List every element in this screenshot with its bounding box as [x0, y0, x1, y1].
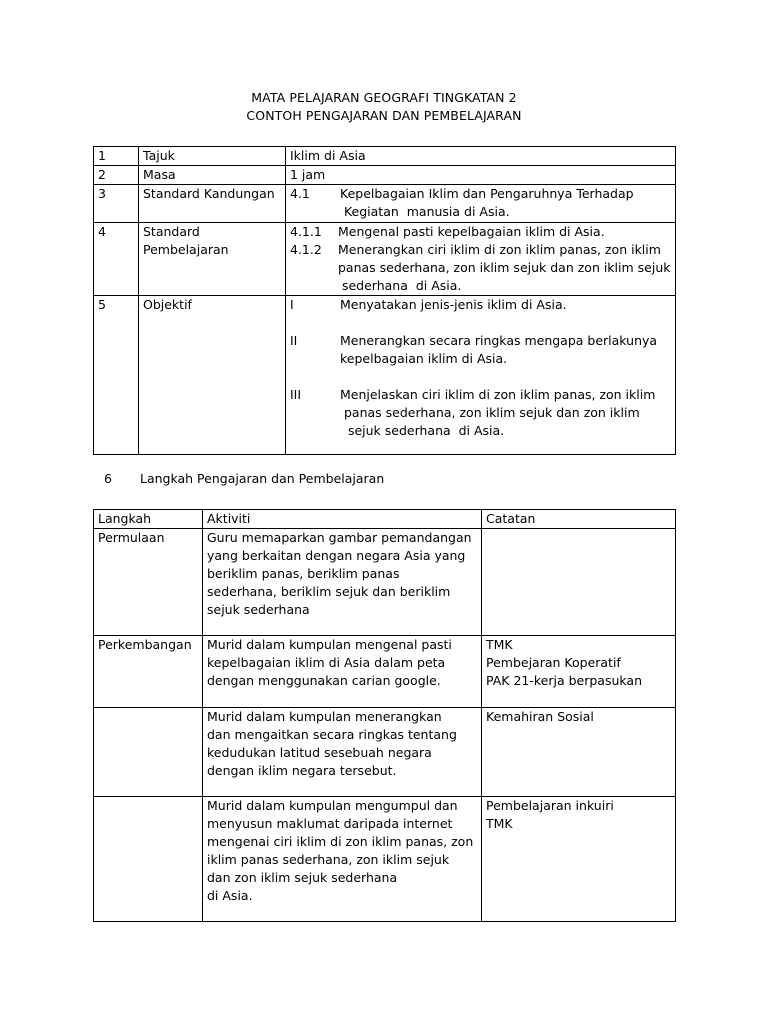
catatan-cell: [482, 708, 676, 797]
catatan-cell: [482, 636, 676, 708]
item-number: II: [290, 333, 298, 348]
item-line: kepelbagaian iklim di Asia.: [340, 351, 508, 366]
aktiviti-cell: [203, 636, 482, 708]
cell-line: kedudukan latitud sesebuah negara: [207, 745, 432, 760]
item-line: Menerangkan ciri iklim di zon iklim panas, zon iklim: [338, 242, 661, 257]
column-header: Aktiviti: [203, 510, 482, 529]
info-row-label: Objektif: [139, 296, 286, 455]
label-line: Pembelajaran: [143, 242, 229, 257]
numbered-item: [290, 386, 671, 440]
info-row-label: [139, 223, 286, 296]
catatan-cell: [482, 797, 676, 922]
numbered-item: [290, 332, 671, 368]
item-line: Menjelaskan ciri iklim di zon iklim panas, zon iklim: [340, 387, 656, 402]
cell-line: dengan iklim negara tersebut.: [207, 763, 397, 778]
cell-line: kepelbagaian iklim di Asia dalam peta: [207, 655, 446, 670]
info-row-value: Iklim di Asia: [286, 147, 676, 166]
info-row-value: 1 jam: [286, 166, 676, 185]
cell-line: dan zon iklim sejuk sederhana: [207, 870, 398, 885]
item-line: panas sederhana, zon iklim sejuk dan zon iklim: [340, 405, 640, 420]
cell-line: beriklim panas, beriklim panas: [207, 566, 400, 581]
cell-line: Kemahiran Sosial: [486, 709, 594, 724]
item-text: [340, 332, 671, 368]
cell-line: sederhana, beriklim sejuk dan beriklim: [207, 584, 451, 599]
aktiviti-cell: [203, 797, 482, 922]
info-row-value: [286, 185, 676, 223]
langkah-cell: [94, 797, 203, 922]
cell-line: PAK 21-kerja berpasukan: [486, 673, 642, 688]
info-row-objektif: [94, 296, 676, 455]
item-text: [340, 185, 671, 221]
cell-line: iklim panas sederhana, zon iklim sejuk: [207, 852, 450, 867]
numbered-item: [290, 185, 671, 221]
label-line: Standard: [143, 224, 200, 239]
cell-line: TMK: [486, 816, 513, 831]
cell-line: dan mengaitkan secara ringkas tentang: [207, 727, 457, 742]
info-row-number: 5: [94, 296, 139, 455]
cell-line: Guru memaparkan gambar pemandangan: [207, 530, 472, 545]
item-line: sejuk sederhana di Asia.: [340, 423, 505, 438]
cell-line: yang berkaitan dengan negara Asia yang: [207, 548, 466, 563]
item-text: Menyatakan jenis-jenis iklim di Asia.: [340, 297, 567, 312]
info-row-label: Tajuk: [139, 147, 286, 166]
document-title: MATA PELAJARAN GEOGRAFI TINGKATAN 2: [251, 90, 517, 105]
numbered-item: [290, 241, 671, 295]
section-heading: [104, 471, 384, 486]
info-row-number: 1: [94, 147, 139, 166]
steps-header-row: [94, 510, 676, 529]
numbered-item: [290, 296, 671, 314]
info-row-masa: [94, 166, 676, 185]
table-row: [94, 636, 676, 708]
item-line: Menerangkan secara ringkas mengapa berlakunya: [340, 333, 658, 348]
item-number: I: [290, 297, 294, 312]
table-row: [94, 529, 676, 636]
item-line: sederhana di Asia.: [338, 278, 462, 293]
info-row-value: [286, 296, 676, 455]
cell-line: Murid dalam kumpulan menerangkan: [207, 709, 442, 724]
column-header: Catatan: [482, 510, 676, 529]
info-row-label: Standard Kandungan: [139, 185, 286, 223]
table-row: [94, 708, 676, 797]
cell-line: Pembejaran Koperatif: [486, 655, 621, 670]
aktiviti-cell: [203, 529, 482, 636]
cell-line: TMK: [486, 637, 513, 652]
item-number: 4.1.1: [290, 224, 322, 239]
cell-line: menyusun maklumat daripada internet: [207, 816, 453, 831]
column-header: Langkah: [94, 510, 203, 529]
section-title: Langkah Pengajaran dan Pembelajaran: [140, 471, 385, 486]
numbered-item: [290, 223, 671, 241]
document-subtitle: CONTOH PENGAJARAN DAN PEMBELAJARAN: [246, 108, 522, 123]
langkah-cell: [94, 708, 203, 797]
langkah-cell: Permulaan: [94, 529, 203, 636]
aktiviti-cell: [203, 708, 482, 797]
item-line: Kegiatan manusia di Asia.: [340, 204, 510, 219]
item-number: 4.1.2: [290, 242, 322, 257]
cell-line: mengenai ciri iklim di zon iklim panas, zon: [207, 834, 474, 849]
cell-line: di Asia.: [207, 888, 253, 903]
info-row-number: 3: [94, 185, 139, 223]
info-row-number: 2: [94, 166, 139, 185]
steps-table: [93, 509, 676, 922]
info-row-label: Masa: [139, 166, 286, 185]
cell-line: Murid dalam kumpulan mengenal pasti: [207, 637, 452, 652]
section-number: 6: [104, 471, 112, 486]
table-row: [94, 797, 676, 922]
cell-line: sejuk sederhana: [207, 602, 310, 617]
cell-line: Pembelajaran inkuiri: [486, 798, 614, 813]
cell-line: dengan menggunakan carian google.: [207, 673, 441, 688]
lesson-info-table: [93, 146, 676, 455]
info-row-number: 4: [94, 223, 139, 296]
info-row-standard-pembelajaran: [94, 223, 676, 296]
item-text: Mengenal pasti kepelbagaian iklim di Asia.: [338, 224, 605, 239]
info-row-value: [286, 223, 676, 296]
info-row-tajuk: [94, 147, 676, 166]
item-number: III: [290, 387, 302, 402]
langkah-cell: Perkembangan: [94, 636, 203, 708]
catatan-cell: [482, 529, 676, 636]
info-row-standard-kandungan: [94, 185, 676, 223]
item-line: panas sederhana, zon iklim sejuk dan zon iklim sejuk: [338, 260, 671, 275]
item-number: 4.1: [290, 186, 310, 201]
item-text: [340, 386, 671, 440]
cell-line: Murid dalam kumpulan mengumpul dan: [207, 798, 458, 813]
item-text: [338, 241, 671, 295]
item-line: Kepelbagaian Iklim dan Pengaruhnya Terhadap: [340, 186, 634, 201]
